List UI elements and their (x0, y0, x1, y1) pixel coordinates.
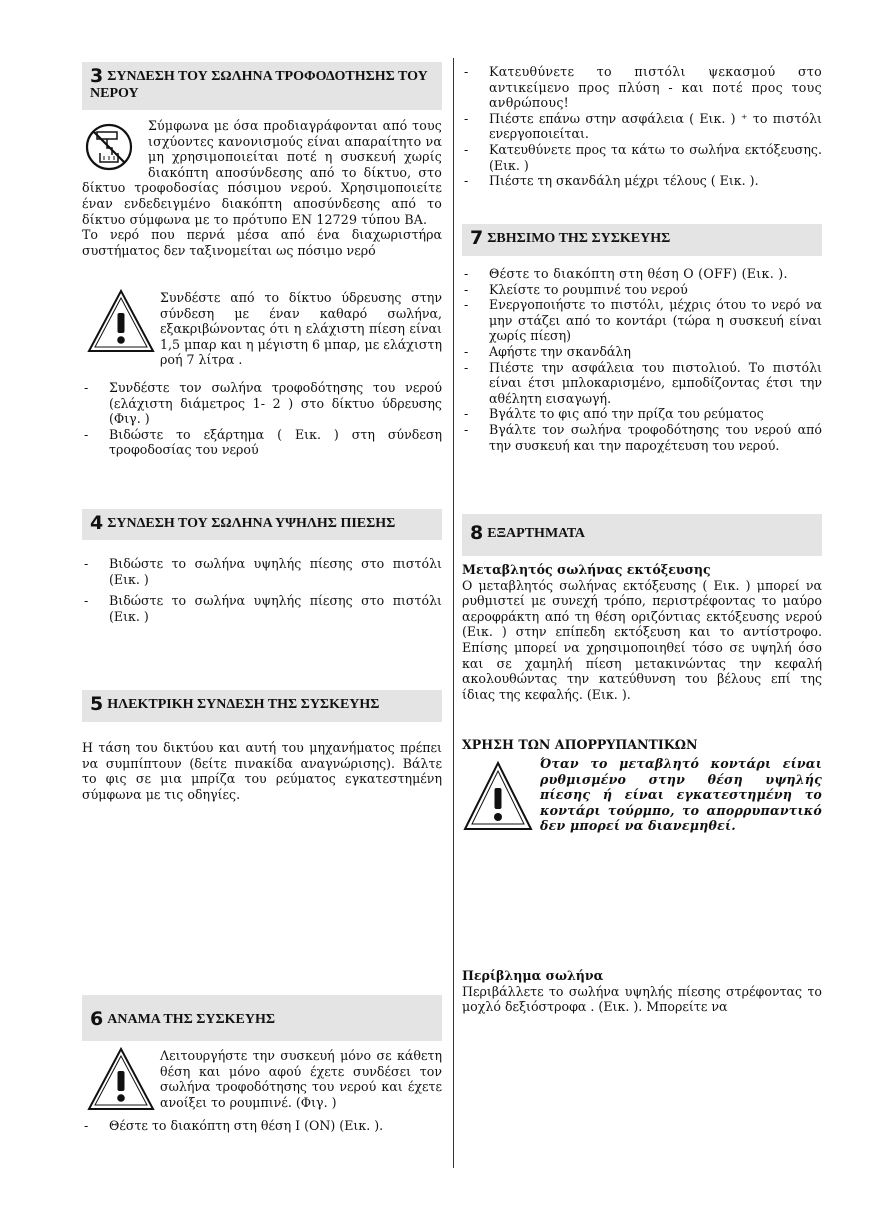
section-4-list (82, 556, 442, 624)
section-8-number: 8 (470, 522, 484, 544)
section-6-header (82, 995, 442, 1041)
section-3-list (82, 380, 442, 458)
right-top-item-3: - Κατευθύνετε προς τα κάτω το σωλήνα εκτόξευσης. (Εικ. ) (462, 142, 822, 173)
detergent-subtitle-block (462, 737, 822, 753)
section-4-item-1: - Βιδώστε το σωλήνα υψηλής πίεσης στο πιστόλι (Εικ. ) (82, 556, 442, 587)
variable-lance-subtitle: Μεταβλητός σωλήνας εκτόξευσης (462, 562, 711, 577)
section-3-paragraph-2: Το νερό που περνά μέσα από ένα διαχωριστήρα συστήματος δεν ταξινομείται ως πόσιμο νερό (82, 227, 442, 258)
section-3-paragraph-1: Σύμφωνα με όσα προδιαγράφονται από τους ισχύοντες κανονισμούς είναι απαραίτητο να μη χρησιμοποιείται ποτέ η συσκευή χωρίς διακόπτη αποσύνδεσης από το δίκτυο, στο δίκτυο τροφοδοσίας πόσιμου νερού. Χρησιμοποιείτε έναν ενδεδειγμένο διακόπτη αποσύνδεσης από το δίκτυο σύμφωνα με το πρότυπο EN 12729 τύπου BA. (82, 118, 442, 227)
section-7-item-7: - Βγάλτε τον σωλήνα τροφοδότησης του νερού από την συσκευή και την παροχέτευση του νερού. (462, 422, 822, 453)
section-6-item-1: - Θέστε το διακόπτη στη θέση I (ON) (Εικ. ). (82, 1118, 442, 1134)
section-4-item-2: - Βιδώστε το σωλήνα υψηλής πίεσης στο πιστόλι (Εικ. ) (82, 593, 442, 624)
section-3-item-2: - Βιδώστε το εξάρτημα ( Εικ. ) στη σύνδεση τροφοδοσίας του νερού (82, 427, 442, 458)
section-8-warning-text: Όταν το μεταβλητό κοντάρι είναι ρυθμισμένο στην θέση υψηλής πίεσης ή είναι εγκατεστημένη το κοντάρι τούρμπο, το απορρυπαντικό δεν μπορεί να διανεμηθεί. (540, 756, 822, 834)
right-top-item-2: - Πιέστε επάνω στην ασφάλεια ( Εικ. ) ⁺ το πιστόλι ενεργοποιείται. (462, 111, 822, 142)
section-3-header (82, 62, 442, 110)
right-top-item-4: - Πιέστε τη σκανδάλη μέχρι τέλους ( Εικ. ). (462, 173, 822, 189)
section-5-header (82, 690, 442, 722)
section-5-body (82, 740, 442, 802)
section-7-item-5: - Πιέστε την ασφάλεια του πιστολιού. Το πιστόλι είναι έτσι μπλοκαρισμένο, εμποδίζοντας έτσι την αθέλητη εισαγωγή. (462, 360, 822, 407)
detergent-subtitle: ΧΡΗΣΗ ΤΩΝ ΑΠΟΡΡΥΠΑΝΤΙΚΩΝ (462, 737, 698, 752)
section-8-title: ΕΞΑΡΤΗΜΑΤΑ (487, 526, 585, 541)
warning-triangle-icon (86, 288, 156, 354)
section-5-number: 5 (90, 693, 104, 715)
section-6-title: ΑΝΑΜΑ ΤΗΣ ΣΥΣΚΕΥΗΣ (107, 1012, 276, 1027)
section-4-title: ΣΥΝΔΕΣΗ ΤΟΥ ΣΩΛΗΝΑ ΥΨΗΛΗΣ ΠΙΕΣΗΣ (107, 516, 396, 531)
section-3-title: ΣΥΝΔΕΣΗ ΤΟΥ ΣΩΛΗΝΑ ΤΡΟΦΟΔΟΤΗΣΗΣ ΤΟΥ ΝΕΡΟΥ (90, 69, 428, 101)
section-7-title: ΣΒΗΣΙΜΟ ΤΗΣ ΣΥΣΚΕΥΗΣ (487, 231, 671, 246)
section-7-number: 7 (470, 227, 484, 249)
hose-wrap-subtitle: Περίβλημα σωλήνα (462, 968, 604, 983)
section-5-title: ΗΛΕΚΤΡΙΚΗ ΣΥΝΔΕΣΗ ΤΗΣ ΣΥΣΚΕΥΗΣ (107, 697, 380, 712)
section-7-item-4: - Αφήστε την σκανδάλη (462, 344, 822, 360)
warning-triangle-icon (86, 1046, 156, 1112)
column-divider (453, 58, 454, 1168)
section-4-number: 4 (90, 512, 104, 534)
section-6-list (82, 1118, 442, 1134)
right-top-item-1: - Κατευθύνετε το πιστόλι ψεκασμού στο αντικείμενο προς πλύση - και ποτέ προς τους ανθρώπους! (462, 64, 822, 111)
no-direct-water-connection-icon (82, 120, 140, 176)
section-3-warning-text: Συνδέστε από το δίκτυο ύδρευσης στην σύνδεση με έναν καθαρό σωλήνα, εξακριβώνοντας ότι η ελάχιστη πίεση είναι 1,5 μπαρ και η μέγιστη 6 μπαρ, με ελάχιστη ροή 7 λίτρα . (160, 290, 442, 368)
section-6-warning-text: Λειτουργήστε την συσκευή μόνο σε κάθετη θέση και μόνο αφού έχετε συνδέσει τον σωλήνα τροφοδότησης του νερού και έχετε ανοίξει το ρουμπινέ. (Φιγ. ) (160, 1048, 442, 1110)
right-top-list (462, 64, 822, 189)
section-8-header (462, 514, 822, 556)
section-8-body (462, 562, 822, 702)
section-7-item-1: - Θέστε το διακόπτη στη θέση O (OFF) (Εικ. ). (462, 266, 822, 282)
section-5-paragraph: Η τάση του δικτύου και αυτή του μηχανήματος πρέπει να συμπίπτουν (δείτε πινακίδα αναγνώρισης). Βάλτε το φις σε μια μπρίζα του ρεύματος εγκατεστημένη σύμφωνα με τις οδηγίες. (82, 740, 442, 802)
section-7-item-6: - Βγάλτε το φις από την πρίζα του ρεύματος (462, 406, 822, 422)
section-7-header (462, 224, 822, 256)
section-7-list (462, 266, 822, 453)
section-7-item-3: - Ενεργοποιήστε το πιστόλι, μέχρις ότου το νερό να μην στάζει από το κοντάρι (τώρα η συσκευή είναι χωρίς πίεση) (462, 297, 822, 344)
section-7-item-2: - Κλείστε το ρουμπινέ του νερού (462, 282, 822, 298)
warning-triangle-icon (462, 760, 534, 832)
hose-wrap-paragraph: Περιβάλλετε το σωλήνα υψηλής πίεσης στρέφοντας το μοχλό δεξιόστροφα . (Εικ. ). Μπορείτε να (462, 983, 822, 1015)
section-4-header (82, 509, 442, 540)
hose-wrap-block (462, 968, 822, 1015)
section-3-body (82, 118, 442, 258)
section-6-number: 6 (90, 1008, 104, 1030)
section-3-number: 3 (90, 65, 104, 87)
section-3-item-1: - Συνδέστε τον σωλήνα τροφοδότησης του νερού (ελάχιστη διάμετρος 1- 2 ) στο δίκτυο ύδρευσης (Φιγ. ) (82, 380, 442, 427)
variable-lance-paragraph: Ο μεταβλητός σωλήνας εκτόξευσης ( Εικ. ) μπορεί να ρυθμιστεί με συνεχή τρόπο, περιστρέφοντας το μαύρο αεροφράκτη από τη θέση οριζόντιας εκτόξευσης νερού (Εικ. ) στην επίπεδη εκτόξευση και το αντίστροφο. Επίσης μπορεί να χρησιμοποιηθεί τόσο σε υψηλή όσο και σε χαμηλή πίεση μετακινώντας την κεφαλή ακολουθώντας την κατεύθυνση του βέλους επί της ίδιας της κεφαλής. (Εικ. ). (462, 577, 822, 702)
